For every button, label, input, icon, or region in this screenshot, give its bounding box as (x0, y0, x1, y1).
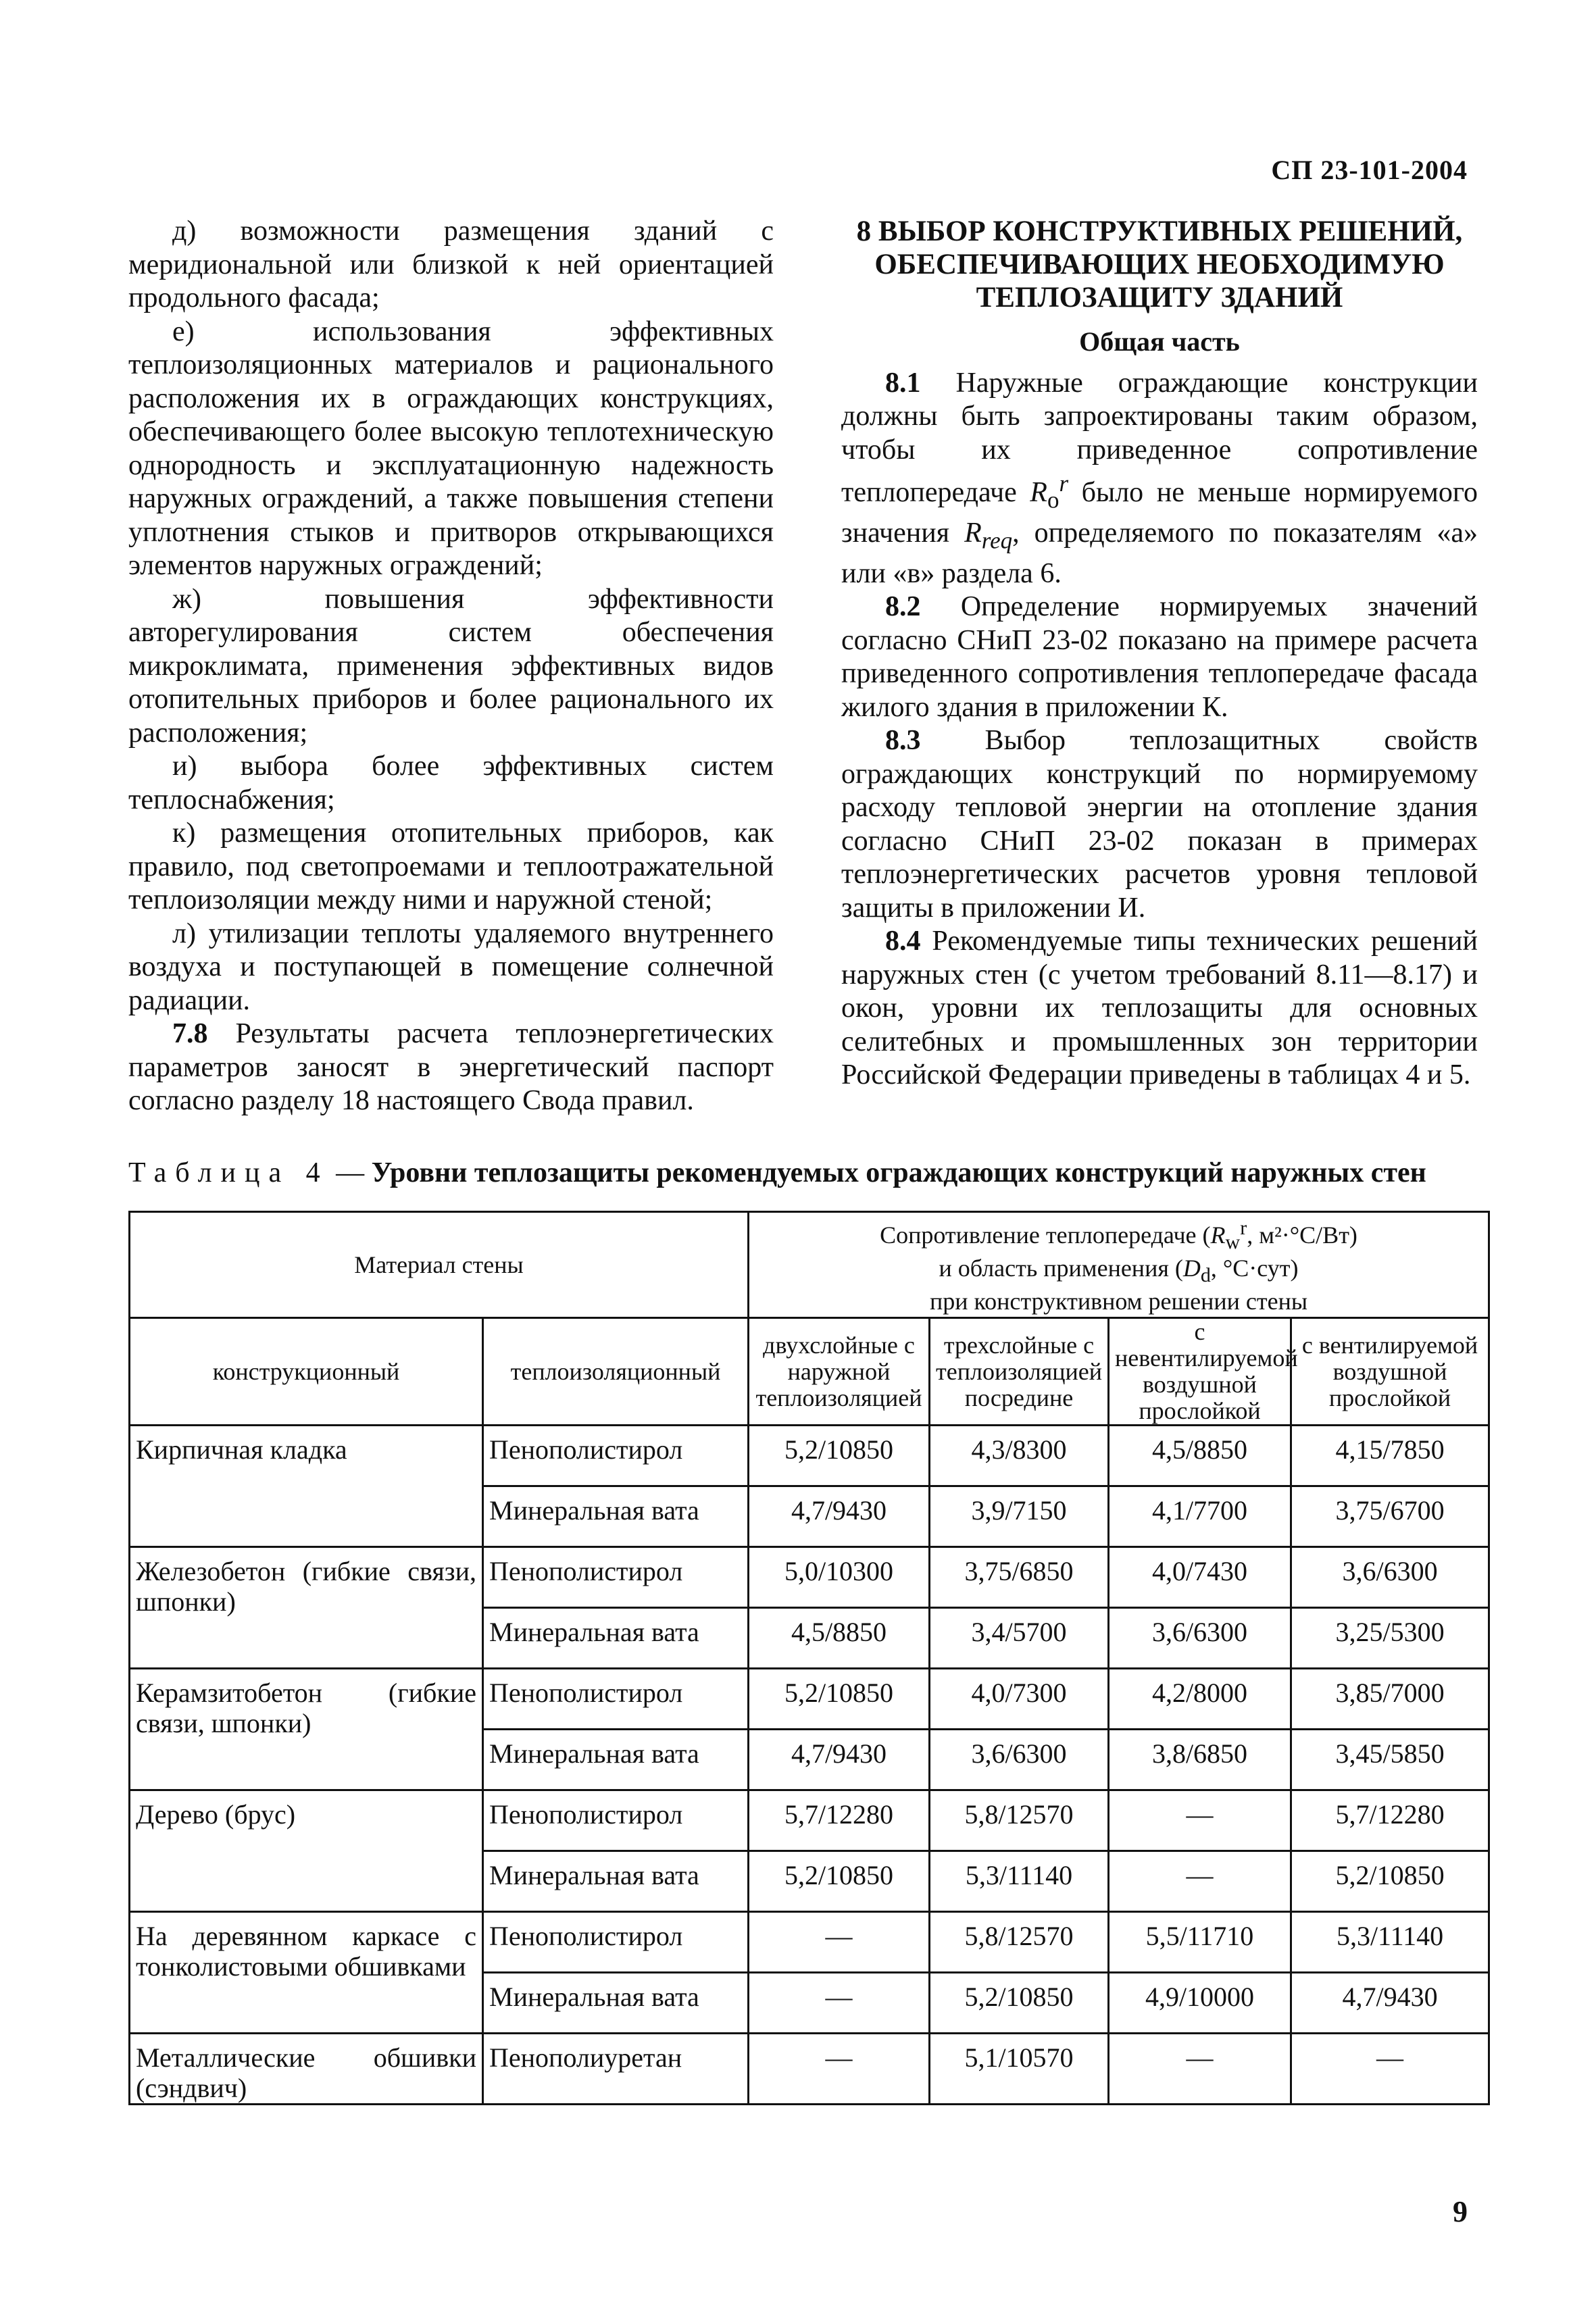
cell-material: Дерево (брус) (130, 1790, 483, 1912)
cell-value: 3,8/6850 (1109, 1730, 1291, 1790)
cell-value: 4,1/7700 (1109, 1486, 1291, 1547)
header-resistance-text: , °С·сут) (1210, 1255, 1299, 1282)
table-caption-label: Таблица 4 (128, 1157, 329, 1188)
cell-value: 5,2/10850 (1291, 1851, 1489, 1912)
cell-value: 4,0/7300 (930, 1669, 1109, 1730)
table-header-row (130, 1212, 1489, 1318)
cell-insulation: Пенополиуретан (483, 2034, 749, 2105)
cell-insulation: Пенополистирол (483, 1669, 749, 1730)
document-code: СП 23-101-2004 (1271, 155, 1468, 185)
section-title-line: ОБЕСПЕЧИВАЮЩИХ НЕОБХОДИМУЮ (874, 249, 1445, 280)
cell-value: 5,2/10850 (749, 1669, 930, 1730)
table-row (130, 2034, 1489, 2105)
cell-material: Железобетон (гибкие связи, шпонки) (130, 1547, 483, 1669)
symbol-superscript: r (1059, 470, 1069, 497)
paragraph-number: 8.2 (885, 591, 921, 623)
section-title-line: ТЕПЛОЗАЩИТУ ЗДАНИЙ (976, 282, 1343, 313)
cell-value: — (1109, 1790, 1291, 1851)
paragraph-7-8 (128, 1017, 774, 1118)
cell-value: 4,5/8850 (749, 1608, 930, 1669)
symbol-subscript: d (1200, 1264, 1211, 1287)
cell-insulation: Минеральная вата (483, 1730, 749, 1790)
symbol-superscript: r (1240, 1216, 1247, 1239)
paragraph-k: к) размещения отопительных приборов, как правило, под светопроемами и теплоотражательной теплоизоляции между ними и наружной стеной; (128, 818, 774, 915)
table-row (130, 1547, 1489, 1608)
paragraph-l: л) утилизации теплоты удаляемого внутреннего воздуха и поступающей в помещение солнечной радиации. (128, 917, 774, 1016)
paragraph-text: Наружные ограждающие конструкции должны быть запроектированы таким образом, чтобы их приведенное сопротивление теплопередаче (841, 367, 1478, 508)
cell-material: Керамзитобетон (гибкие связи, шпонки) (130, 1669, 483, 1790)
paragraph-e: е) использования эффективных теплоизоляционных материалов и рационального расположения их в ограждающих конструкциях, обеспечивающего более высокую теплотехническую однородность и эксплуатационную надежность наружных ограждений, а также повышения степени уплотнения стыков и притворов открывающихся элементов наружных ограждений; (128, 316, 774, 581)
paragraph-text: было не меньше нормируемого значения (841, 477, 1478, 549)
paragraph-text: Результаты расчета теплоэнергетических параметров заносят в энергетический паспорт согласно разделу 18 настоящего Свода правил. (128, 1018, 774, 1116)
cell-value: 4,5/8850 (1109, 1426, 1291, 1486)
cell-insulation: Минеральная вата (483, 1608, 749, 1669)
table-row (130, 1426, 1489, 1486)
cell-value: 5,3/11140 (1291, 1912, 1489, 1973)
header-resistance-text: при конструктивном решении стены (929, 1288, 1308, 1315)
cell-value: 5,8/12570 (930, 1912, 1109, 1973)
paragraph-text: , определяемого по показателям «а» или «в» раздела 6. (841, 517, 1478, 589)
cell-value: — (1109, 2034, 1291, 2105)
cell-value: 3,4/5700 (930, 1608, 1109, 1669)
page-number: 9 (1453, 2195, 1468, 2228)
symbol-r: R (964, 517, 982, 549)
table-caption-dash: — (328, 1157, 372, 1188)
header-ventilated: с вентилируемой воздушной прослойкой (1291, 1318, 1489, 1426)
paragraph-number: 8.1 (885, 367, 921, 399)
cell-insulation: Минеральная вата (483, 1486, 749, 1547)
header-non-ventilated: с невентилируемой воздушной прослойкой (1109, 1318, 1291, 1426)
cell-value: 5,0/10300 (749, 1547, 930, 1608)
cell-value: 4,0/7430 (1109, 1547, 1291, 1608)
subsection-title: Общая часть (1079, 326, 1240, 357)
header-resistance (749, 1212, 1489, 1318)
cell-value: 5,1/10570 (930, 2034, 1109, 2105)
cell-value: 5,7/12280 (1291, 1790, 1489, 1851)
cell-value: 5,5/11710 (1109, 1912, 1291, 1973)
symbol-r: R (1210, 1221, 1226, 1249)
paragraph-text: Определение нормируемых значений согласно СНиП 23-02 показано на примере расчета приведенного сопротивления теплопередаче фасада жилого здания в приложении К. (841, 591, 1478, 723)
paragraph-text: Рекомендуемые типы технических решений наружных стен (с учетом требований 8.11—8.17) и окон, уровни их теплозащиты для основных селитебных и промышленных зон территории Российской Федерации приведены в таблицах 4 и 5. (841, 926, 1478, 1091)
paragraph-zh: ж) повышения эффективности авторегулирования систем обеспечения микроклимата, применения эффективных видов отопительных приборов и более рационального их расположения; (128, 583, 774, 749)
cell-value: 5,2/10850 (749, 1426, 930, 1486)
header-resistance-text: , м²·°С/Вт) (1247, 1221, 1357, 1249)
cell-value: 5,2/10850 (749, 1851, 930, 1912)
cell-material: На деревянном каркасе с тонколистовыми обшивками (130, 1912, 483, 2034)
header-three-layer: трехслойные с теплоизоляцией посредине (930, 1318, 1109, 1426)
header-resistance-text: и область применения ( (939, 1255, 1183, 1282)
cell-value: — (1109, 1851, 1291, 1912)
cell-value: 4,2/8000 (1109, 1669, 1291, 1730)
cell-value: 3,45/5850 (1291, 1730, 1489, 1790)
cell-value: 5,8/12570 (930, 1790, 1109, 1851)
paragraph-8-2 (841, 590, 1478, 724)
paragraph-8-1 (841, 367, 1478, 591)
cell-value: 3,75/6700 (1291, 1486, 1489, 1547)
cell-value: 5,7/12280 (749, 1790, 930, 1851)
cell-value: — (749, 1912, 930, 1973)
cell-material: Кирпичная кладка (130, 1426, 483, 1547)
cell-value: 3,6/6300 (930, 1730, 1109, 1790)
cell-value: 3,75/6850 (930, 1547, 1109, 1608)
table-row (130, 1790, 1489, 1851)
symbol-subscript: w (1225, 1231, 1241, 1253)
cell-value: 3,6/6300 (1109, 1608, 1291, 1669)
paragraph-i: и) выбора более эффективных систем теплоснабжения; (128, 751, 774, 815)
table-row (130, 1669, 1489, 1730)
cell-value: — (749, 2034, 930, 2105)
cell-insulation: Минеральная вата (483, 1851, 749, 1912)
insulation-table (128, 1211, 1490, 2105)
symbol-r: R (1030, 477, 1047, 508)
cell-value: 4,7/9430 (749, 1486, 930, 1547)
cell-value: — (1291, 2034, 1489, 2105)
table-row (130, 1912, 1489, 1973)
paragraph-d: д) возможности размещения зданий с меридиональной или близкой к ней ориентацией продольного фасада; (128, 216, 774, 313)
paragraph-text: Выбор теплозащитных свойств ограждающих конструкций по нормируемому расходу тепловой энергии на отопление здания согласно СНиП 23-02 показан в примерах теплоэнергетических расчетов уровня тепловой защиты в приложении И. (841, 725, 1478, 924)
paragraph-8-3 (841, 724, 1478, 925)
table-caption-title: Уровни теплозащиты рекомендуемых ограждающих конструкций наружных стен (371, 1157, 1426, 1188)
paragraph-number: 8.3 (885, 725, 921, 757)
table-body (130, 1212, 1489, 2105)
cell-value: 5,3/11140 (930, 1851, 1109, 1912)
paragraph-number: 7.8 (172, 1018, 208, 1049)
table-caption (128, 1157, 1487, 1189)
cell-value: 3,9/7150 (930, 1486, 1109, 1547)
cell-insulation: Пенополистирол (483, 1547, 749, 1608)
table-header-row (130, 1318, 1489, 1426)
cell-value: 5,2/10850 (930, 1973, 1109, 2034)
cell-insulation: Пенополистирол (483, 1912, 749, 1973)
paragraph-8-4 (841, 925, 1478, 1092)
cell-value: 4,7/9430 (749, 1730, 930, 1790)
cell-insulation: Пенополистирол (483, 1426, 749, 1486)
paragraph-number: 8.4 (885, 926, 921, 957)
header-insulation: теплоизоляционный (483, 1318, 749, 1426)
cell-insulation: Минеральная вата (483, 1973, 749, 2034)
cell-value: 4,15/7850 (1291, 1426, 1489, 1486)
cell-value: 4,9/10000 (1109, 1973, 1291, 2034)
header-structural: конструкционный (130, 1318, 483, 1426)
cell-value: 4,7/9430 (1291, 1973, 1489, 2034)
header-resistance-text: Сопротивление теплопередаче ( (880, 1221, 1211, 1249)
cell-insulation: Пенополистирол (483, 1790, 749, 1851)
left-column (128, 215, 774, 1118)
section-title (841, 215, 1478, 314)
cell-material: Металлические обшивки (сэндвич) (130, 2034, 483, 2105)
right-column (841, 215, 1478, 1092)
cell-value: 3,6/6300 (1291, 1547, 1489, 1608)
cell-value: 3,85/7000 (1291, 1669, 1489, 1730)
cell-value: 4,3/8300 (930, 1426, 1109, 1486)
symbol-subscript: req (981, 527, 1013, 554)
section-title-line: 8 ВЫБОР КОНСТРУКТИВНЫХ РЕШЕНИЙ, (856, 216, 1463, 247)
header-material: Материал стены (130, 1212, 749, 1318)
header-two-layer: двухслойные с наружной теплоизоляцией (749, 1318, 930, 1426)
symbol-subscript: o (1047, 486, 1059, 513)
symbol-d: D (1182, 1255, 1201, 1282)
cell-value: 3,25/5300 (1291, 1608, 1489, 1669)
cell-value: — (749, 1973, 930, 2034)
